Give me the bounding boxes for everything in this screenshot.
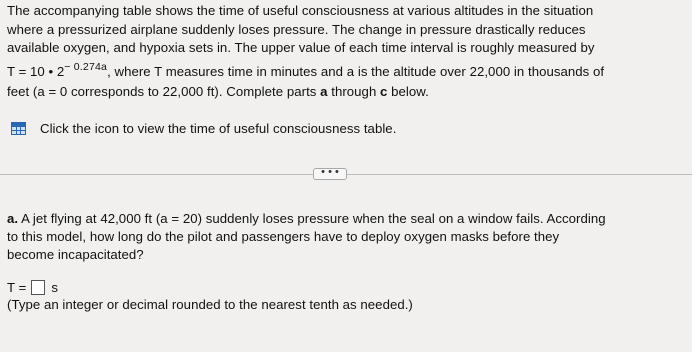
expand-ellipsis-button[interactable]: • • • <box>313 168 347 180</box>
formula-base: T = 10 • 2 <box>7 64 65 79</box>
part-a-label: a <box>320 84 328 99</box>
table-icon[interactable] <box>11 122 26 135</box>
intro-line-5-end: below. <box>387 84 429 99</box>
answer-input[interactable] <box>31 280 45 295</box>
question-a-label: a. <box>7 211 19 226</box>
intro-line-1: The accompanying table shows the time of useful consciousness at various altitudes in the situation <box>7 3 594 18</box>
formula-exponent: − 0.274a <box>64 61 108 73</box>
answer-unit: s <box>51 280 58 295</box>
intro-line-2: where a pressurized airplane suddenly loses pressure. The change in pressure drastically reduces <box>7 22 586 37</box>
answer-row <box>7 280 58 295</box>
answer-prefix: T = <box>7 280 27 295</box>
intro-through: through <box>327 84 381 99</box>
view-table-link-text[interactable]: Click the icon to view the time of useful consciousness table. <box>40 121 397 136</box>
question-a-line-2: to this model, how long do the pilot and passengers have to deploy oxygen masks before they <box>7 229 560 244</box>
intro-line-3: available oxygen, and hypoxia sets in. The upper value of each time interval is roughly measured by <box>7 40 595 55</box>
question-a-text-1: A jet flying at 42,000 ft (a = 20) suddenly loses pressure when the seal on a window fails. According <box>18 211 606 226</box>
intro-line-5 <box>7 85 429 98</box>
formula-description: , where T measures time in minutes and a is the altitude over 22,000 in thousands of <box>107 64 605 79</box>
part-c-label: c <box>380 84 388 99</box>
question-a-line-3: become incapacitated? <box>7 247 144 262</box>
question-a-line-1 <box>7 212 606 225</box>
answer-instruction: (Type an integer or decimal rounded to the nearest tenth as needed.) <box>7 297 413 312</box>
intro-line-5-start: feet (a = 0 corresponds to 22,000 ft). Complete parts <box>7 84 321 99</box>
intro-formula-line <box>7 61 605 79</box>
